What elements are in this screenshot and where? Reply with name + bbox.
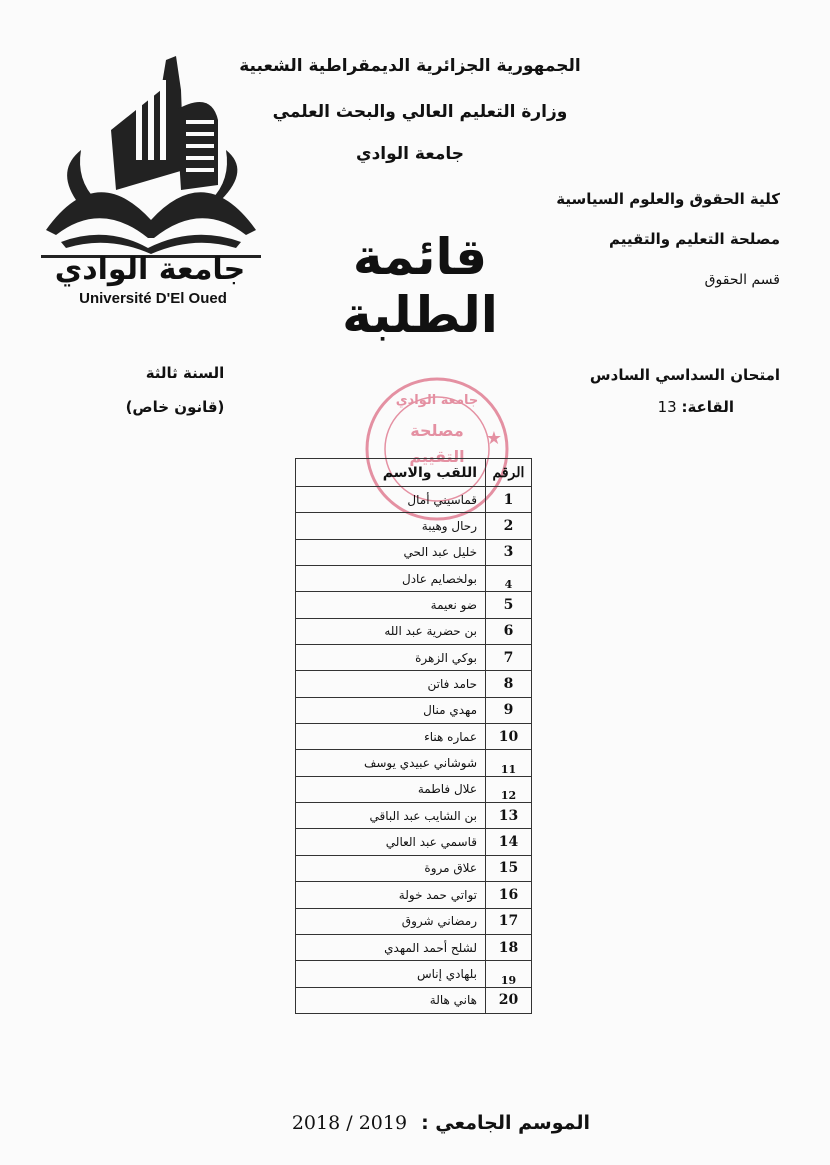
table-row bbox=[296, 487, 532, 513]
row-number: 14 bbox=[486, 829, 532, 855]
room-info bbox=[658, 398, 734, 416]
row-number: 19 bbox=[486, 961, 532, 987]
table-row bbox=[296, 855, 532, 881]
page-title: قائمة الطلبة bbox=[342, 228, 498, 344]
row-number: 7 bbox=[486, 645, 532, 671]
student-name: بوكي الزهرة bbox=[296, 645, 486, 671]
student-name: علاق مروة bbox=[296, 855, 486, 881]
student-name: هاني هالة bbox=[296, 987, 486, 1013]
row-number: 17 bbox=[486, 908, 532, 934]
table-row bbox=[296, 882, 532, 908]
student-name: حامد فاتن bbox=[296, 671, 486, 697]
table-row bbox=[296, 724, 532, 750]
logo-french-text: Université D'El Oued bbox=[79, 290, 227, 307]
table-row bbox=[296, 829, 532, 855]
table-row bbox=[296, 776, 532, 802]
student-name: قاسمي عبد العالي bbox=[296, 829, 486, 855]
student-name: علال فاطمة bbox=[296, 776, 486, 802]
table-row bbox=[296, 671, 532, 697]
stamp-star-icon: ★ bbox=[485, 428, 503, 449]
student-name: رمضاني شروق bbox=[296, 908, 486, 934]
season-label: الموسم الجامعي : bbox=[421, 1112, 590, 1134]
row-number: 18 bbox=[486, 934, 532, 960]
students-table bbox=[295, 458, 532, 1014]
student-name: مهدي منال bbox=[296, 697, 486, 723]
row-number: 10 bbox=[486, 724, 532, 750]
service-label: مصلحة التعليم والتقييم bbox=[609, 230, 780, 248]
student-name: بن الشايب عبد الباقي bbox=[296, 803, 486, 829]
row-number: 9 bbox=[486, 697, 532, 723]
student-name: رحال وهيبة bbox=[296, 513, 486, 539]
row-number: 5 bbox=[486, 592, 532, 618]
student-name: بن حضرية عبد الله bbox=[296, 618, 486, 644]
stamp-line-3: التقييم bbox=[409, 447, 465, 466]
room-label: القاعة: bbox=[681, 398, 734, 416]
row-number: 15 bbox=[486, 855, 532, 881]
student-name: شوشاني عبيدي يوسف bbox=[296, 750, 486, 776]
stamp-line-2: مصلحة bbox=[410, 421, 464, 440]
republic-title: الجمهورية الجزائرية الديمقراطية الشعبية bbox=[239, 56, 581, 76]
faculty-label: كلية الحقوق والعلوم السياسية bbox=[556, 190, 780, 208]
table-row bbox=[296, 697, 532, 723]
student-name: ضو نعيمة bbox=[296, 592, 486, 618]
row-number: 8 bbox=[486, 671, 532, 697]
ministry-title: وزارة التعليم العالي والبحث العلمي bbox=[272, 102, 568, 122]
table-row bbox=[296, 961, 532, 987]
table-row bbox=[296, 592, 532, 618]
student-name: عماره هناء bbox=[296, 724, 486, 750]
table-row bbox=[296, 539, 532, 565]
row-number: 1 bbox=[486, 487, 532, 513]
student-name: بولخصايم عادل bbox=[296, 566, 486, 592]
logo-arabic-text: جامعة الوادي bbox=[54, 252, 246, 287]
row-number: 4 bbox=[486, 566, 532, 592]
specialty: (قانون خاص) bbox=[125, 398, 225, 416]
room-number: 13 bbox=[657, 398, 677, 416]
row-number: 6 bbox=[486, 618, 532, 644]
stamp-line-1: جامعة الوادي bbox=[395, 393, 479, 408]
student-name: لشلح أحمد المهدي bbox=[296, 934, 486, 960]
season-value: 2019 / 2018 bbox=[291, 1112, 408, 1134]
row-number: 20 bbox=[486, 987, 532, 1013]
row-number: 11 bbox=[486, 750, 532, 776]
table-row bbox=[296, 618, 532, 644]
table-row bbox=[296, 750, 532, 776]
table-row bbox=[296, 513, 532, 539]
table-row bbox=[296, 987, 532, 1013]
row-number: 16 bbox=[486, 882, 532, 908]
table-row bbox=[296, 908, 532, 934]
academic-year-level: السنة ثالثة bbox=[145, 364, 225, 382]
column-header-number: الرقم bbox=[486, 459, 532, 487]
exam-name: امتحان السداسي السادس bbox=[589, 366, 780, 384]
university-title: جامعة الوادي bbox=[356, 144, 464, 164]
row-number: 2 bbox=[486, 513, 532, 539]
row-number: 13 bbox=[486, 803, 532, 829]
student-name: قماسيني أمال bbox=[296, 487, 486, 513]
table-header-row bbox=[296, 459, 532, 487]
table-row bbox=[296, 934, 532, 960]
student-name: تواتي حمد خولة bbox=[296, 882, 486, 908]
row-number: 12 bbox=[486, 776, 532, 802]
column-header-name: اللقب والاسم bbox=[296, 459, 486, 487]
row-number: 3 bbox=[486, 539, 532, 565]
academic-season bbox=[260, 1112, 590, 1134]
student-name: خليل عبد الحي bbox=[296, 539, 486, 565]
table-row bbox=[296, 566, 532, 592]
table-row bbox=[296, 803, 532, 829]
department-label: قسم الحقوق bbox=[704, 272, 780, 288]
table-row bbox=[296, 645, 532, 671]
student-name: بلهادي إناس bbox=[296, 961, 486, 987]
